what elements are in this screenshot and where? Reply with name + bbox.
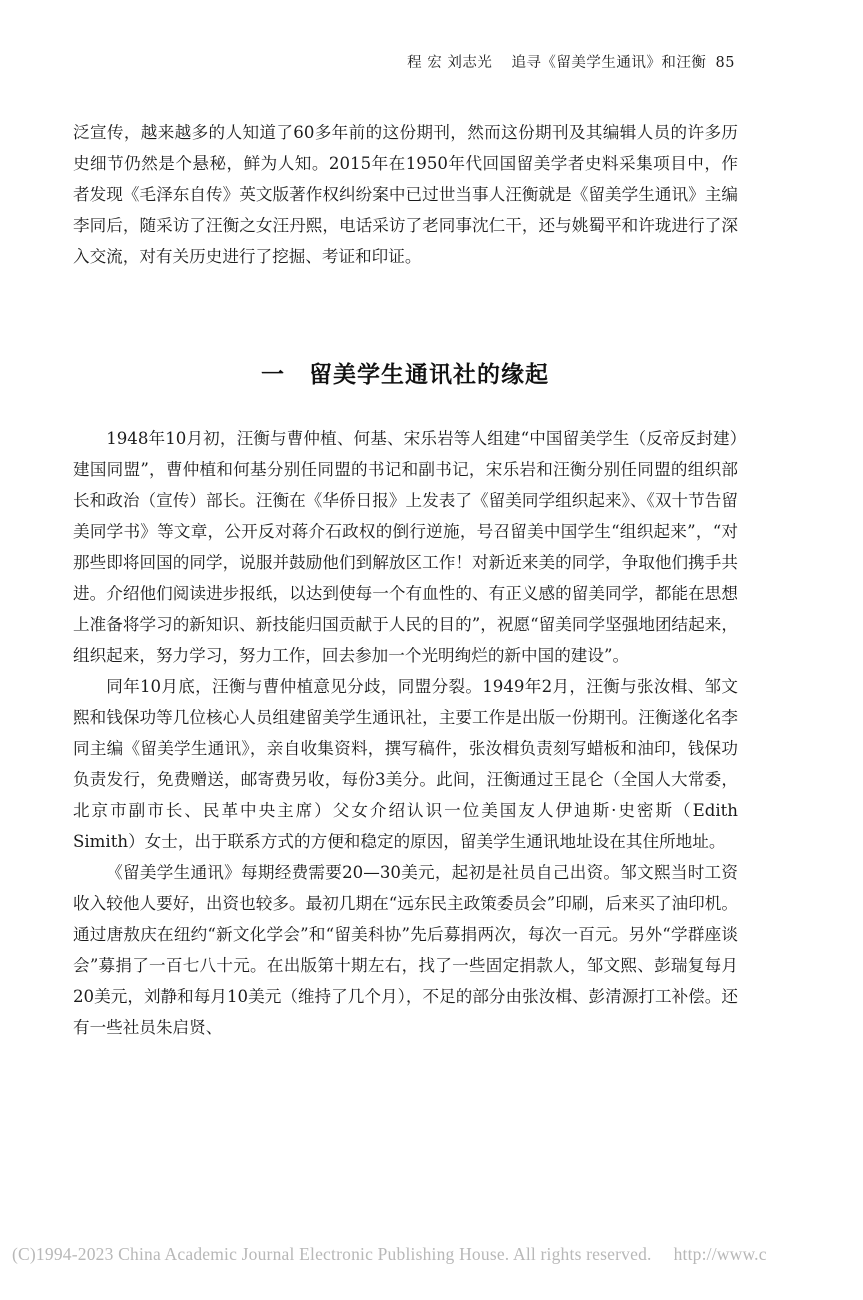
copyright-text: (C)1994-2023 China Academic Journal Electronic Publishing House. All rights reserved. (12, 1244, 652, 1264)
header-article-title: 追寻《留美学生通讯》和汪衡 (511, 55, 707, 71)
header-authors: 程 宏 刘志光 (407, 55, 493, 71)
body-paragraph: 同年10月底，汪衡与曹仲植意见分歧，同盟分裂。1949年2月，汪衡与张汝楫、邹文熙和钱保功等几位核心人员组建留美学生通讯社，主要工作是出版一份期刊。汪衡遂化名李同主编《留美学生通讯》，亲自收集资料，撰写稿件，张汝楫负责刻写蜡板和油印，钱保功负责发行，免费赠送，邮寄费另收，每份3美分。此间，汪衡通过王昆仑（全国人大常委，北京市副市长、民革中央主席）父女介绍认识一位美国友人伊迪斯·史密斯（Edith Simith）女士，出于联系方式的方便和稳定的原因，留美学生通讯地址设在其住所地址。 (73, 677, 738, 851)
body-paragraph: 《留美学生通讯》每期经费需要20—30美元，起初是社员自己出资。邹文熙当时工资收入较他人要好，出资也较多。最初几期在“远东民主政策委员会”印刷，后来买了油印机。通过唐敖庆在纽约“新文化学会”和“留美科协”先后募捐两次，每次一百元。另外“学群座谈会”募捐了一百七八十元。在出版第十期左右，找了一些固定捐款人，邹文熙、彭瑞复每月20美元，刘静和每月10美元（维持了几个月），不足的部分由张汝楫、彭清源打工补偿。还有一些社员朱启贤、 (73, 863, 738, 1037)
page-number: 85 (715, 55, 735, 71)
intro-text-block (73, 117, 738, 272)
copyright-watermark (12, 1244, 767, 1265)
intro-paragraph: 泛宣传，越来越多的人知道了60多年前的这份期刊，然而这份期刊及其编辑人员的许多历史细节仍然是个悬秘，鲜为人知。2015年在1950年代回国留美学者史料采集项目中，作者发现《毛泽东自传》英文版著作权纠纷案中已过世当事人汪衡就是《留美学生通讯》主编李同后，随采访了汪衡之女汪丹熙，电话采访了老同事沈仁干，还与姚蜀平和许珑进行了深入交流，对有关历史进行了挖掘、考证和印证。 (73, 123, 738, 266)
copyright-url: http://www.c (673, 1244, 767, 1264)
body-paragraph: 1948年10月初，汪衡与曹仲植、何基、宋乐岩等人组建“中国留美学生（反帝反封建）建国同盟”，曹仲植和何基分别任同盟的书记和副书记，宋乐岩和汪衡分别任同盟的组织部长和政治（宣传）部长。汪衡在《华侨日报》上发表了《留美同学组织起来》、《双十节告留美同学书》等文章，公开反对蒋介石政权的倒行逆施，号召留美中国学生“组织起来”，“对那些即将回国的同学，说服并鼓励他们到解放区工作！对新近来美的同学，争取他们携手共进。介绍他们阅读进步报纸，以达到使每一个有血性的、有正义感的留美同学，都能在思想上准备将学习的新知识、新技能归国贡献于人民的目的”，祝愿“留美同学坚强地团结起来，组织起来，努力学习，努力工作，回去参加一个光明绚烂的新中国的建设”。 (73, 429, 738, 665)
section-heading (0, 356, 810, 389)
section-body (73, 423, 738, 1043)
section-title: 留美学生通讯社的缘起 (309, 362, 549, 388)
section-number: 一 (261, 362, 285, 388)
running-header (407, 51, 735, 72)
